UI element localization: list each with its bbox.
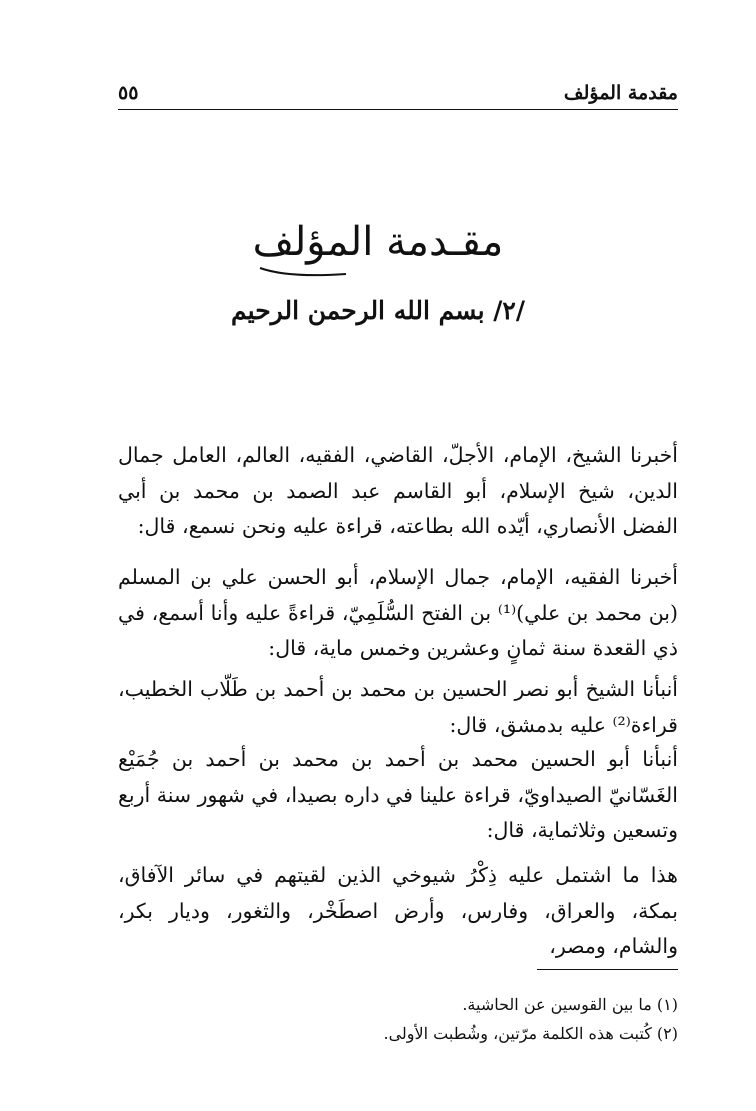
paragraph-4-text: أنبأنا أبو الحسين محمد بن أحمد بن محمد بن أحمد بن جُمَيْع الغَسّانيّ الصيداويّ، قراءة علينا في داره بصيدا، في شهور سنة أربع وتسعين وثلاثماية، قال: xyxy=(118,747,678,842)
paragraph-5-text: هذا ما اشتمل عليه ذِكْرُ شيوخي الذين لقيتهم في سائر الآفاق، بمكة، والعراق، وفارس، وأرض اصطَخْر، والثغور، وديار بكر، والشام، ومصر، xyxy=(118,863,678,958)
footnote-2: (٢) كُتبت هذه الكلمة مرّتين، وشُطبت الأولى. xyxy=(383,1024,678,1043)
page-number: ٥٥ xyxy=(118,82,139,104)
footnote-1: (١) ما بين القوسين عن الحاشية. xyxy=(462,995,678,1014)
running-header xyxy=(118,82,678,108)
header-rule xyxy=(118,109,678,110)
paragraph-4 xyxy=(118,742,678,849)
basmala-heading: /٢/ بسم الله الرحمن الرحيم xyxy=(231,296,525,325)
paragraph-2-text: أخبرنا الفقيه، الإمام، جمال الإسلام، أبو الحسن علي بن المسلم (بن محمد بن علي)⁽¹⁾ بن الفتح السُّلَمِيّ، قراءةً عليه وأنا أسمع، في ذي القعدة سنة ثمانٍ وعشرين وخمس ماية، قال: xyxy=(118,565,679,660)
footnote-separator xyxy=(537,969,678,970)
paragraph-5 xyxy=(118,858,678,965)
paragraph-3-text: أنبأنا الشيخ أبو نصر الحسين بن محمد بن أحمد بن طَلّاب الخطيب، قراءة⁽²⁾ عليه بدمشق، قال: xyxy=(118,677,678,737)
chapter-title-flourish xyxy=(258,266,348,278)
paragraph-1-text: أخبرنا الشيخ، الإمام، الأجلّ، القاضي، الفقيه، العالم، العامل جمال الدين، شيخ الإسلام، أبو القاسم عبد الصمد بن محمد بن أبي الفضل الأنصاري، أيّده الله بطاعته، قراءة عليه ونحن نسمع، قال: xyxy=(118,443,678,538)
chapter-title: مقـدمة المؤلف xyxy=(252,219,504,265)
footnotes xyxy=(118,990,678,1048)
running-header-title: مقدمة المؤلف xyxy=(563,82,678,104)
paragraph-3 xyxy=(118,672,678,743)
paragraph-2 xyxy=(118,560,678,667)
paragraph-1 xyxy=(118,438,678,545)
